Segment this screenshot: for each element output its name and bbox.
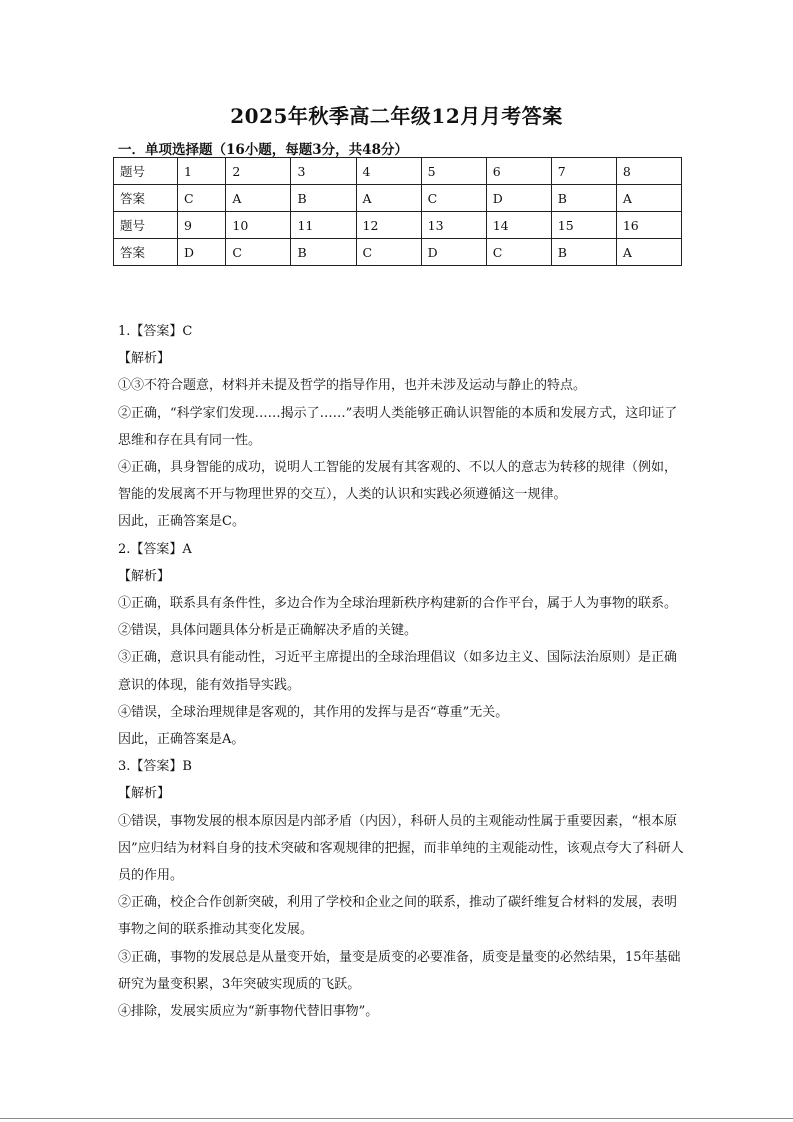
analysis-label: 【解析】	[118, 351, 171, 367]
table-cell: 11	[291, 212, 356, 239]
analysis-paragraph: 因此，正确答案是A。	[118, 732, 245, 748]
analysis-paragraph: ②正确，“科学家们发现……揭示了……”表明人类能够正确认识智能的本质和发展方式，这印证了思维和存在具有同一性。	[118, 405, 678, 448]
analysis-paragraph: ②错误，具体问题具体分析是正确解决矛盾的关键。	[118, 623, 418, 639]
table-cell: 4	[356, 158, 421, 185]
analysis-paragraph: ③正确，意识具有能动性，习近平主席提出的全球治理倡议（如多边主义、国际法治原则）是正确意识的体现，能有效指导实践。	[118, 650, 678, 693]
table-cell: 2	[226, 158, 291, 185]
table-cell: A	[226, 185, 291, 212]
table-cell: 12	[356, 212, 421, 239]
table-cell: C	[356, 239, 421, 266]
table-cell: 10	[226, 212, 291, 239]
table-cell: C	[486, 239, 551, 266]
analysis-paragraph: ①错误，事物发展的根本原因是内部矛盾（内因），科研人员的主观能动性属于重要因素，“根本原因”应归结为材料自身的技术突破和客观规律的把握，而非单纯的主观能动性，该观点夸大了科研人员的作用。	[118, 813, 684, 884]
analysis-paragraph: ①③不符合题意，材料并未提及哲学的指导作用，也并未涉及运动与静止的特点。	[118, 378, 587, 394]
table-cell: 13	[421, 212, 486, 239]
table-cell: 5	[421, 158, 486, 185]
analysis-paragraph: ③正确，事物的发展总是从量变开始，量变是质变的必要准备，质变是量变的必然结果，15年基础研究为量变积累，3年突破实现质的飞跃。	[118, 949, 681, 992]
table-cell: A	[356, 185, 421, 212]
analysis-paragraph: ④错误，全球治理规律是客观的，其作用的发挥与是否“尊重”无关。	[118, 704, 509, 720]
answer-line: 3.【答案】B	[118, 759, 192, 775]
row-label: 答案	[114, 185, 178, 212]
table-row	[114, 158, 682, 185]
analysis-label: 【解析】	[118, 568, 171, 584]
answer-table	[113, 157, 682, 266]
table-row	[114, 239, 682, 266]
table-cell: B	[551, 185, 616, 212]
table-cell: 6	[486, 158, 551, 185]
analysis-paragraph: ①正确，联系具有条件性，多边合作为全球治理新秩序构建新的合作平台，属于人为事物的联系。	[118, 596, 678, 612]
explanations	[118, 318, 684, 1025]
table-cell: C	[226, 239, 291, 266]
table-cell: 1	[178, 158, 226, 185]
table-cell: B	[291, 239, 356, 266]
table-cell: 14	[486, 212, 551, 239]
table-cell: B	[291, 185, 356, 212]
table-cell: 7	[551, 158, 616, 185]
table-row	[114, 212, 682, 239]
table-cell: D	[178, 239, 226, 266]
table-cell: C	[421, 185, 486, 212]
table-row	[114, 185, 682, 212]
table-cell: 9	[178, 212, 226, 239]
table-cell: B	[551, 239, 616, 266]
analysis-label: 【解析】	[118, 786, 171, 802]
table-cell: 3	[291, 158, 356, 185]
analysis-paragraph: ④排除，发展实质应为“新事物代替旧事物”。	[118, 1004, 379, 1020]
page-title: 2025年秋季高二年级12月月考答案	[230, 104, 563, 128]
row-label: 答案	[114, 239, 178, 266]
table-cell: 15	[551, 212, 616, 239]
analysis-paragraph: 因此，正确答案是C。	[118, 514, 245, 530]
analysis-paragraph: ②正确，校企合作创新突破，利用了学校和企业之间的联系，推动了碳纤维复合材料的发展，表明事物之间的联系推动其变化发展。	[118, 895, 678, 938]
bottom-rule	[0, 1118, 793, 1119]
table-cell: D	[486, 185, 551, 212]
table-cell: A	[616, 185, 681, 212]
section-heading: 一．单项选择题（16小题，每题3分，共48分）	[118, 142, 408, 158]
table-cell: 8	[616, 158, 681, 185]
row-label: 题号	[114, 158, 178, 185]
answer-line: 1.【答案】C	[118, 324, 193, 339]
table-cell: A	[616, 239, 681, 266]
answer-line: 2.【答案】A	[118, 541, 192, 557]
table-cell: 16	[616, 212, 681, 239]
row-label: 题号	[114, 212, 178, 239]
table-cell: D	[421, 239, 486, 266]
table-cell: C	[178, 185, 226, 212]
analysis-paragraph: ④正确，具身智能的成功，说明人工智能的发展有其客观的、不以人的意志为转移的规律（例如，智能的发展离不开与物理世界的交互），人类的认识和实践必须遵循这一规律。	[118, 460, 678, 503]
